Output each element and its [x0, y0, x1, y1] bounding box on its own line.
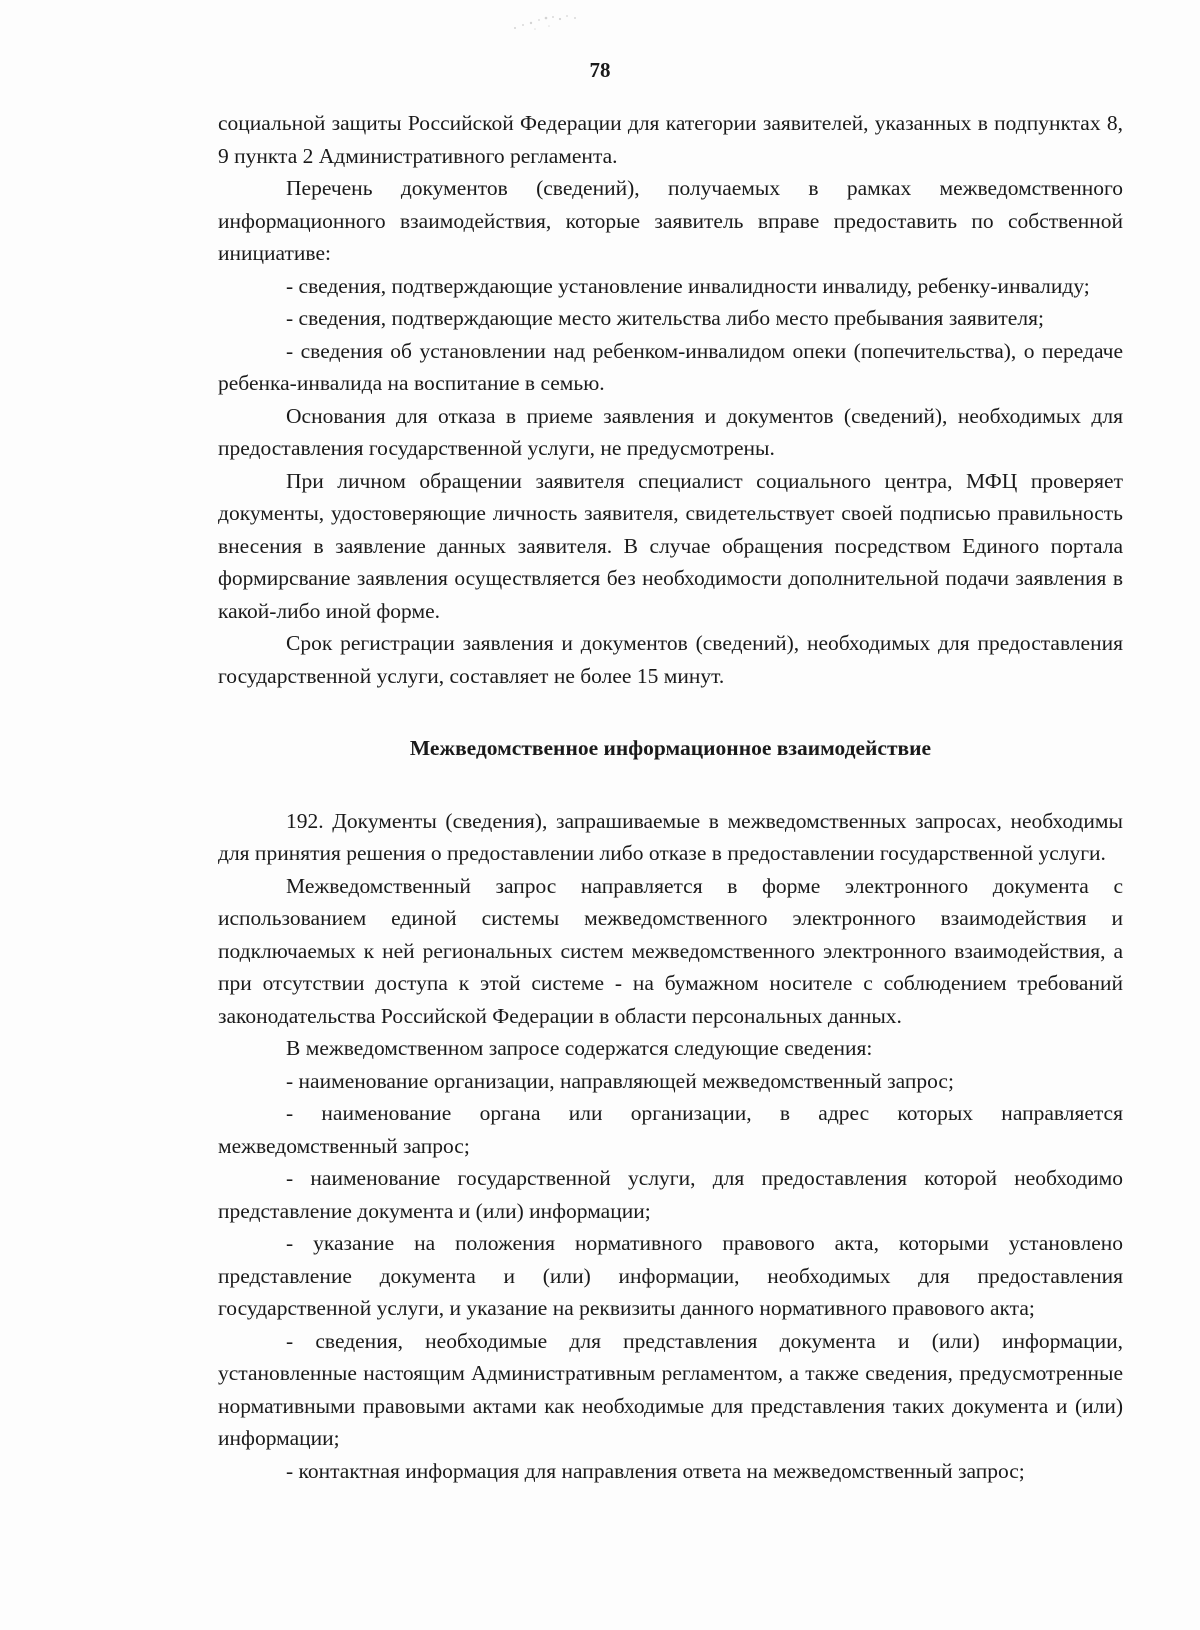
list-item: - сведения, подтверждающие установление инвалидности инвалиду, ребенку-инвалиду; [286, 273, 1090, 298]
paragraph: Срок регистрации заявления и документов (сведений), необходимых для предоставления государственной услуги, составляет не более 15 минут. [218, 631, 1123, 688]
section-heading: Межведомственное информационное взаимодействие [409, 736, 932, 760]
paragraph: При личном обращении заявителя специалист социального центра, МФЦ проверяет документы, удостоверяющие личность заявителя, свидетельствует своей подписью правильность внесения в заявление данных заявителя. В случае обращения посредством Единого портала формирсвание заявления осуществляется без необходимости дополнительной подачи заявления в какой-либо иной форме. [218, 468, 1123, 623]
list-item: - сведения, подтверждающие место жительства либо место пребывания заявителя; [286, 306, 1044, 330]
list-item: - наименование государственной услуги, для предоставления которой необходимо представление документа и (или) информации; [218, 1166, 1123, 1223]
document-body [218, 107, 1123, 1487]
list-item: - сведения, необходимые для представления документа и (или) информации, установленные настоящим Административным регламентом, а также сведения, предусмотренные нормативными правовыми актами как необходимые для представления таких документа и (или) информации; [218, 1328, 1123, 1450]
page-number: 78 [589, 58, 611, 82]
list-item: - контактная информация для направления ответа на межведомственный запрос; [286, 1458, 1025, 1483]
list-item: - наименование организации, направляющей межведомственный запрос; [286, 1068, 954, 1093]
paragraph: социальной защиты Российской Федерации для категории заявителей, указанных в подпунктах 8, 9 пункта 2 Административного регламента. [218, 111, 1123, 168]
paragraph: Межведомственный запрос направляется в форме электронного документа с использованием единой сиcтемы межведомственного электронного взаимодействия и подключаемых к ней региональных систем межведомственного электронного взаимодействия, а при отсутствии доступа к этой системе - на бумажном носителе с соблюдением требований законодательства Российской Федерации в области персональных данных. [218, 873, 1123, 1028]
list-item: - сведения об установлении над ребенком-инвалидом опеки (попечительства), о передаче ребенка-инвалида на воспитание в семью. [218, 338, 1123, 395]
paragraph: В межведомственном запросе содержатся следующие сведения: [286, 1036, 873, 1060]
list-item: - наименование органа или организации, в адрес которых направляется межведомственный запрос; [218, 1101, 1123, 1158]
paragraph: Основания для отказа в приеме заявления и документов (сведений), необходимых для предоставления государственной услуги, не предусмотрены. [218, 403, 1123, 460]
paragraph: Перечень документов (сведений), получаемых в рамках межведомственного информационного взаимодействия, которые заявитель вправе предоставить по собственной инициативе: [218, 176, 1123, 265]
list-item: - указание на положения нормативного правового акта, которыми установлено представление документа и (или) информации, необходимых для предоставления государственной услуги, и указание на реквизиты данного нормативного правового акта; [218, 1231, 1123, 1320]
paragraph: 192. Документы (сведения), запрашиваемые в межведомственных запросах, необходимы для принятия решения о предоставлении либо отказе в предоставлении государственной услуги. [218, 808, 1123, 865]
scan-artifact [505, 8, 595, 36]
